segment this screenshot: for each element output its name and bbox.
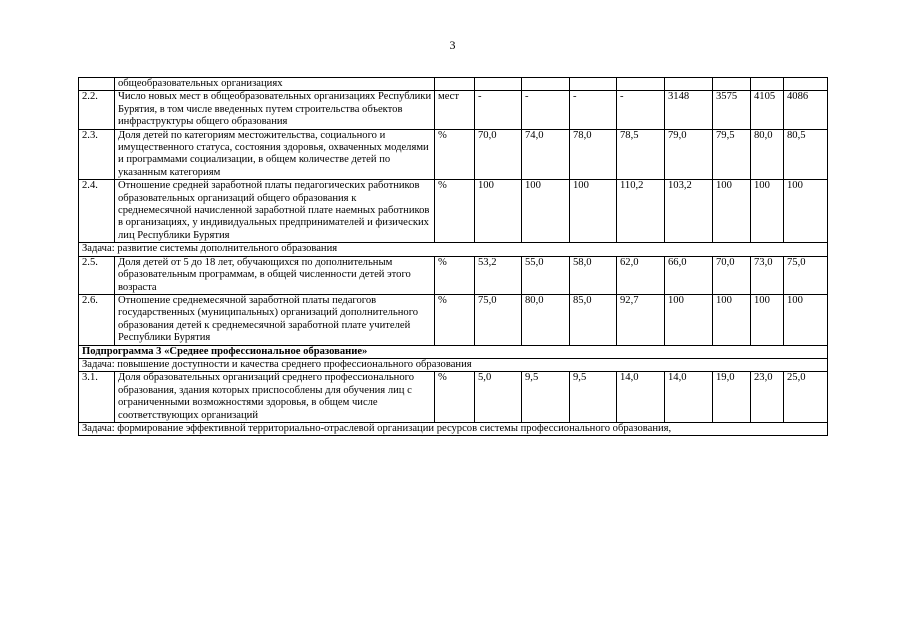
indicator-name: общеобразовательных организациях (115, 78, 435, 91)
value-cell: 23,0 (751, 372, 784, 423)
value-cell: 58,0 (570, 256, 617, 294)
empty-cell (435, 78, 475, 91)
task-text: Задача: формирование эффективной территориально-отраслевой организации ресурсов системы профессионального образования, (79, 422, 828, 435)
value-cell: 100 (475, 180, 522, 243)
table-body (79, 78, 828, 436)
value-cell: 78,0 (570, 129, 617, 180)
value-cell: 75,0 (784, 256, 828, 294)
value-cell: 103,2 (665, 180, 713, 243)
row-number: 2.4. (79, 180, 115, 243)
indicator-name: Доля образовательных организаций среднего профессионального образования, здания которых приспособлены для обучения лиц с ограниченными возможностями здоровья, в общем числе соответствующих организаций (115, 372, 435, 423)
page-number: 3 (449, 38, 456, 52)
value-cell: 79,5 (713, 129, 751, 180)
value-cell: 100 (713, 294, 751, 345)
value-cell: 80,5 (784, 129, 828, 180)
value-cell: - (475, 91, 522, 129)
table-row (79, 78, 828, 91)
value-cell: 4086 (784, 91, 828, 129)
value-cell: - (570, 91, 617, 129)
indicator-name: Доля детей от 5 до 18 лет, обучающихся по дополнительным образовательным программам, в общей численности детей этого возраста (115, 256, 435, 294)
empty-cell (713, 78, 751, 91)
task-text: Задача: развитие системы дополнительного образования (79, 243, 828, 256)
empty-cell (522, 78, 570, 91)
value-cell: 62,0 (617, 256, 665, 294)
value-cell: 70,0 (475, 129, 522, 180)
empty-cell (751, 78, 784, 91)
indicator-name: Число новых мест в общеобразовательных организациях Республики Бурятия, в том числе введенных путем строительства объектов инфраструктуры общего образования (115, 91, 435, 129)
value-cell: 80,0 (751, 129, 784, 180)
row-number: 3.1. (79, 372, 115, 423)
value-cell: 74,0 (522, 129, 570, 180)
value-cell: 100 (522, 180, 570, 243)
empty-cell (475, 78, 522, 91)
value-cell: 9,5 (522, 372, 570, 423)
row-number: 2.5. (79, 256, 115, 294)
value-cell: 66,0 (665, 256, 713, 294)
indicator-name: Отношение средней заработной платы педагогических работников образовательных организаций общего образования к среднемесячной начисленной заработной плате наемных работников в организациях, у индивидуальных предпринимателей и физических лиц Республики Бурятия (115, 180, 435, 243)
value-cell: 3148 (665, 91, 713, 129)
value-cell: 14,0 (617, 372, 665, 423)
value-cell: 100 (751, 294, 784, 345)
indicator-name: Отношение среднемесячной заработной платы педагогов государственных (муниципальных) организаций дополнительного образования детей к среднемесячной заработной плате учителей Республики Бурятия (115, 294, 435, 345)
value-cell: 100 (784, 180, 828, 243)
task-row (79, 358, 828, 371)
row-number: 2.2. (79, 91, 115, 129)
value-cell: 73,0 (751, 256, 784, 294)
unit-cell: % (435, 180, 475, 243)
value-cell: 70,0 (713, 256, 751, 294)
value-cell: 85,0 (570, 294, 617, 345)
indicator-name: Доля детей по категориям местожительства, социального и имущественного статуса, состояния здоровья, охваченных моделями и программами социализации, в общем количестве детей по указанным категориям (115, 129, 435, 180)
value-cell: 78,5 (617, 129, 665, 180)
empty-cell (570, 78, 617, 91)
subprogram-title: Подпрограмма 3 «Среднее профессиональное образование» (79, 345, 828, 358)
task-row (79, 243, 828, 256)
subprogram-row (79, 345, 828, 358)
unit-cell: % (435, 294, 475, 345)
value-cell: 55,0 (522, 256, 570, 294)
value-cell: 5,0 (475, 372, 522, 423)
value-cell: 110,2 (617, 180, 665, 243)
row-number (79, 78, 115, 91)
table-row (79, 129, 828, 180)
value-cell: 100 (570, 180, 617, 243)
value-cell: 3575 (713, 91, 751, 129)
value-cell: 100 (665, 294, 713, 345)
value-cell: 100 (784, 294, 828, 345)
value-cell: 4105 (751, 91, 784, 129)
indicators-table (78, 77, 828, 436)
value-cell: 80,0 (522, 294, 570, 345)
unit-cell: % (435, 256, 475, 294)
value-cell: 75,0 (475, 294, 522, 345)
table-row (79, 294, 828, 345)
value-cell: 9,5 (570, 372, 617, 423)
table-row (79, 372, 828, 423)
empty-cell (617, 78, 665, 91)
row-number: 2.6. (79, 294, 115, 345)
value-cell: 100 (751, 180, 784, 243)
value-cell: - (522, 91, 570, 129)
empty-cell (665, 78, 713, 91)
value-cell: 100 (713, 180, 751, 243)
value-cell: 79,0 (665, 129, 713, 180)
unit-cell: % (435, 129, 475, 180)
task-row (79, 422, 828, 435)
row-number: 2.3. (79, 129, 115, 180)
value-cell: 92,7 (617, 294, 665, 345)
value-cell: - (617, 91, 665, 129)
value-cell: 25,0 (784, 372, 828, 423)
task-text: Задача: повышение доступности и качества среднего профессионального образования (79, 358, 828, 371)
empty-cell (784, 78, 828, 91)
table-row (79, 256, 828, 294)
table-row (79, 91, 828, 129)
value-cell: 53,2 (475, 256, 522, 294)
value-cell: 19,0 (713, 372, 751, 423)
unit-cell: % (435, 372, 475, 423)
table-row (79, 180, 828, 243)
unit-cell: мест (435, 91, 475, 129)
value-cell: 14,0 (665, 372, 713, 423)
